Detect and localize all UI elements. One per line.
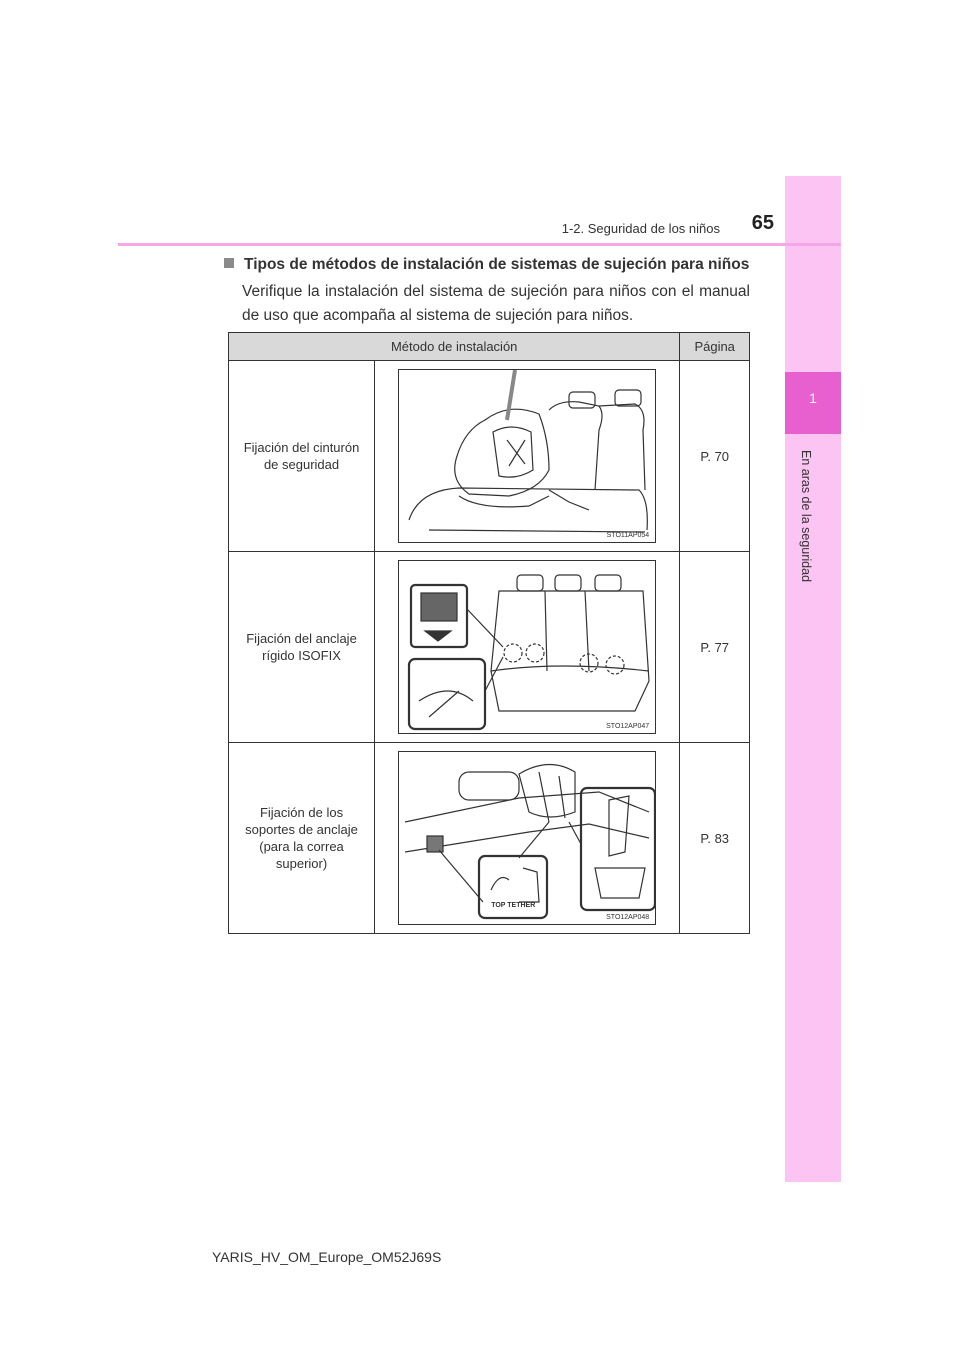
chapter-number-block (785, 372, 841, 434)
method-cell (229, 552, 375, 743)
method-text: Fijación del anclaje rígido ISOFIX (246, 631, 357, 663)
header-divider (118, 243, 841, 246)
section-title: 1-2. Seguridad de los niños (561, 221, 720, 236)
heading-text: Tipos de métodos de instalación de sistemas de sujeción para niños (244, 256, 750, 273)
page-cell: P. 77 (680, 552, 750, 743)
page-cell: P. 83 (680, 743, 750, 934)
seatbelt-fixed-child-seat-icon (398, 369, 656, 543)
method-cell (229, 743, 375, 934)
illustration-cell (375, 552, 680, 743)
isofix-anchor-icon (398, 560, 656, 734)
subsection-heading (224, 256, 749, 274)
table-row (229, 552, 750, 743)
page-number: 65 (751, 212, 774, 234)
illustration-cell (375, 361, 680, 552)
header-method: Método de instalación (229, 333, 680, 361)
method-text: Fijación del cinturón de seguridad (243, 440, 360, 472)
table-header-row (229, 333, 750, 361)
method-cell (229, 361, 375, 552)
image-code: STO12AP047 (606, 723, 650, 730)
illustration-cell (375, 743, 680, 934)
table-row (229, 743, 750, 934)
intro-paragraph: Verifique la instalación del sistema de sujeción para niños con el manual de uso que acompaña al sistema de sujeción para niños. (242, 283, 750, 324)
installation-methods-table (228, 332, 750, 934)
table-row (229, 361, 750, 552)
method-text: Fijación de los soportes de anclaje (para la correa superior) (245, 805, 358, 871)
image-code: STO11AP054 (606, 532, 650, 539)
image-code: STO12AP048 (606, 914, 650, 921)
document-footer: YARIS_HV_OM_Europe_OM52J69S (212, 1249, 442, 1265)
chapter-side-tab (785, 176, 841, 1182)
top-tether-anchor-icon (398, 751, 656, 925)
header-page: Página (680, 333, 750, 361)
page-cell: P. 70 (680, 361, 750, 552)
heading-bullet-icon (224, 258, 234, 268)
top-tether-label: TOP TETHER (491, 902, 536, 909)
chapter-number: 1 (809, 390, 817, 406)
chapter-title-vertical (801, 450, 825, 810)
chapter-title: En aras de la seguridad (799, 450, 813, 583)
